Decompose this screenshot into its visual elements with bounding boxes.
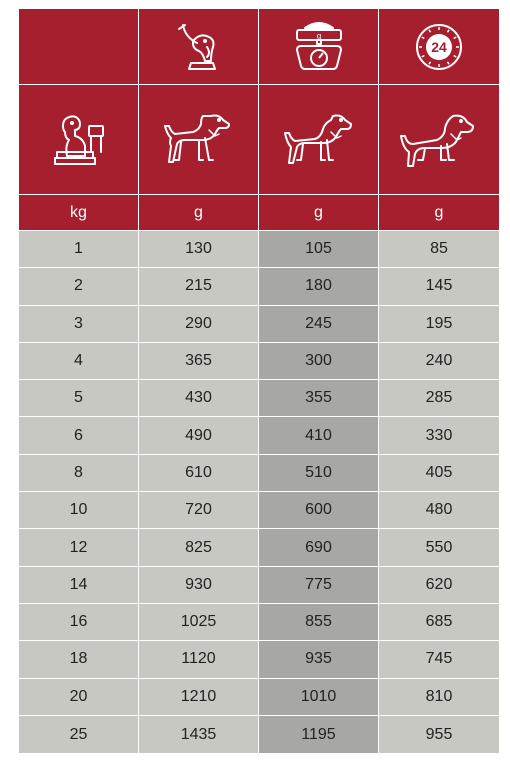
heavy-dog-grams-cell: 405	[379, 455, 499, 492]
medium-dog-grams-cell: 105	[259, 231, 379, 268]
weight-kg-cell: 5	[19, 380, 139, 417]
medium-dog-grams-cell: 690	[259, 529, 379, 566]
heavy-dog-grams-cell: 330	[379, 417, 499, 454]
unit-weight-kg: kg	[19, 195, 139, 231]
lean-dog-grams-cell: 130	[139, 231, 259, 268]
feeding-table	[19, 9, 499, 753]
heavy-dog-grams-cell: 195	[379, 306, 499, 343]
clock-24-label: 24	[431, 38, 447, 55]
medium-dog-grams-cell: 600	[259, 492, 379, 529]
lean-dog-grams-cell: 1210	[139, 679, 259, 716]
medium-dog-grams-cell: 355	[259, 380, 379, 417]
unit-medium-g: g	[259, 195, 379, 231]
lean-dog-grams-cell: 1025	[139, 604, 259, 641]
weight-kg-cell: 2	[19, 268, 139, 305]
scale-unit-label: g	[316, 31, 321, 40]
medium-dog-icon	[259, 85, 379, 195]
heavy-dog-grams-cell: 810	[379, 679, 499, 716]
lean-dog-grams-cell: 365	[139, 343, 259, 380]
unit-lean-g: g	[139, 195, 259, 231]
weight-kg-cell: 10	[19, 492, 139, 529]
header-dog-row	[19, 85, 499, 195]
heavy-dog-grams-cell: 285	[379, 380, 499, 417]
lean-dog-grams-cell: 720	[139, 492, 259, 529]
lean-dog-grams-cell: 610	[139, 455, 259, 492]
heavy-dog-grams-cell: 620	[379, 567, 499, 604]
heavy-dog-grams-cell: 480	[379, 492, 499, 529]
heavy-dog-grams-cell: 85	[379, 231, 499, 268]
heavy-dog-grams-cell: 745	[379, 641, 499, 678]
weight-kg-cell: 20	[19, 679, 139, 716]
lean-dog-grams-cell: 825	[139, 529, 259, 566]
table-row	[19, 306, 499, 343]
heavy-dog-icon	[379, 85, 499, 195]
units-row	[19, 195, 499, 231]
data-rows	[19, 231, 499, 753]
medium-dog-grams-cell: 180	[259, 268, 379, 305]
medium-dog-grams-cell: 935	[259, 641, 379, 678]
table-row	[19, 417, 499, 454]
table-row	[19, 679, 499, 716]
unit-heavy-g: g	[379, 195, 499, 231]
medium-dog-grams-cell: 775	[259, 567, 379, 604]
heavy-dog-grams-cell: 550	[379, 529, 499, 566]
table-row	[19, 231, 499, 268]
medium-dog-grams-cell: 1010	[259, 679, 379, 716]
header-icon-row	[19, 9, 499, 85]
weight-kg-cell: 4	[19, 343, 139, 380]
lean-dog-grams-cell: 1120	[139, 641, 259, 678]
heavy-dog-grams-cell: 240	[379, 343, 499, 380]
header-empty-cell	[19, 9, 139, 85]
lean-dog-grams-cell: 930	[139, 567, 259, 604]
weight-kg-cell: 1	[19, 231, 139, 268]
weight-kg-cell: 8	[19, 455, 139, 492]
table-row	[19, 529, 499, 566]
table-row	[19, 455, 499, 492]
table-row	[19, 641, 499, 678]
weight-kg-cell: 14	[19, 567, 139, 604]
lean-dog-grams-cell: 1435	[139, 716, 259, 753]
weight-kg-cell: 12	[19, 529, 139, 566]
medium-dog-grams-cell: 1195	[259, 716, 379, 753]
table-row	[19, 567, 499, 604]
lean-dog-grams-cell: 290	[139, 306, 259, 343]
lean-dog-grams-cell: 215	[139, 268, 259, 305]
table-row	[19, 380, 499, 417]
dog-eating-bowl-icon	[139, 9, 259, 85]
dog-on-scale-icon	[19, 85, 139, 195]
table-row	[19, 716, 499, 753]
table-row	[19, 268, 499, 305]
lean-dog-grams-cell: 430	[139, 380, 259, 417]
lean-dog-grams-cell: 490	[139, 417, 259, 454]
weight-kg-cell: 25	[19, 716, 139, 753]
heavy-dog-grams-cell: 145	[379, 268, 499, 305]
heavy-dog-grams-cell: 685	[379, 604, 499, 641]
medium-dog-grams-cell: 855	[259, 604, 379, 641]
table-row	[19, 343, 499, 380]
heavy-dog-grams-cell: 955	[425, 725, 453, 743]
food-scale-icon	[259, 9, 379, 85]
medium-dog-grams-cell: 300	[259, 343, 379, 380]
medium-dog-grams-cell: 245	[259, 306, 379, 343]
table-row	[19, 492, 499, 529]
weight-kg-cell: 3	[19, 306, 139, 343]
lean-dog-icon	[139, 85, 259, 195]
medium-dog-grams-cell: 510	[259, 455, 379, 492]
clock-24-icon	[379, 9, 499, 85]
medium-dog-grams-cell: 410	[259, 417, 379, 454]
weight-kg-cell: 6	[19, 417, 139, 454]
weight-kg-cell: 16	[19, 604, 139, 641]
table-row	[19, 604, 499, 641]
weight-kg-cell: 18	[19, 641, 139, 678]
